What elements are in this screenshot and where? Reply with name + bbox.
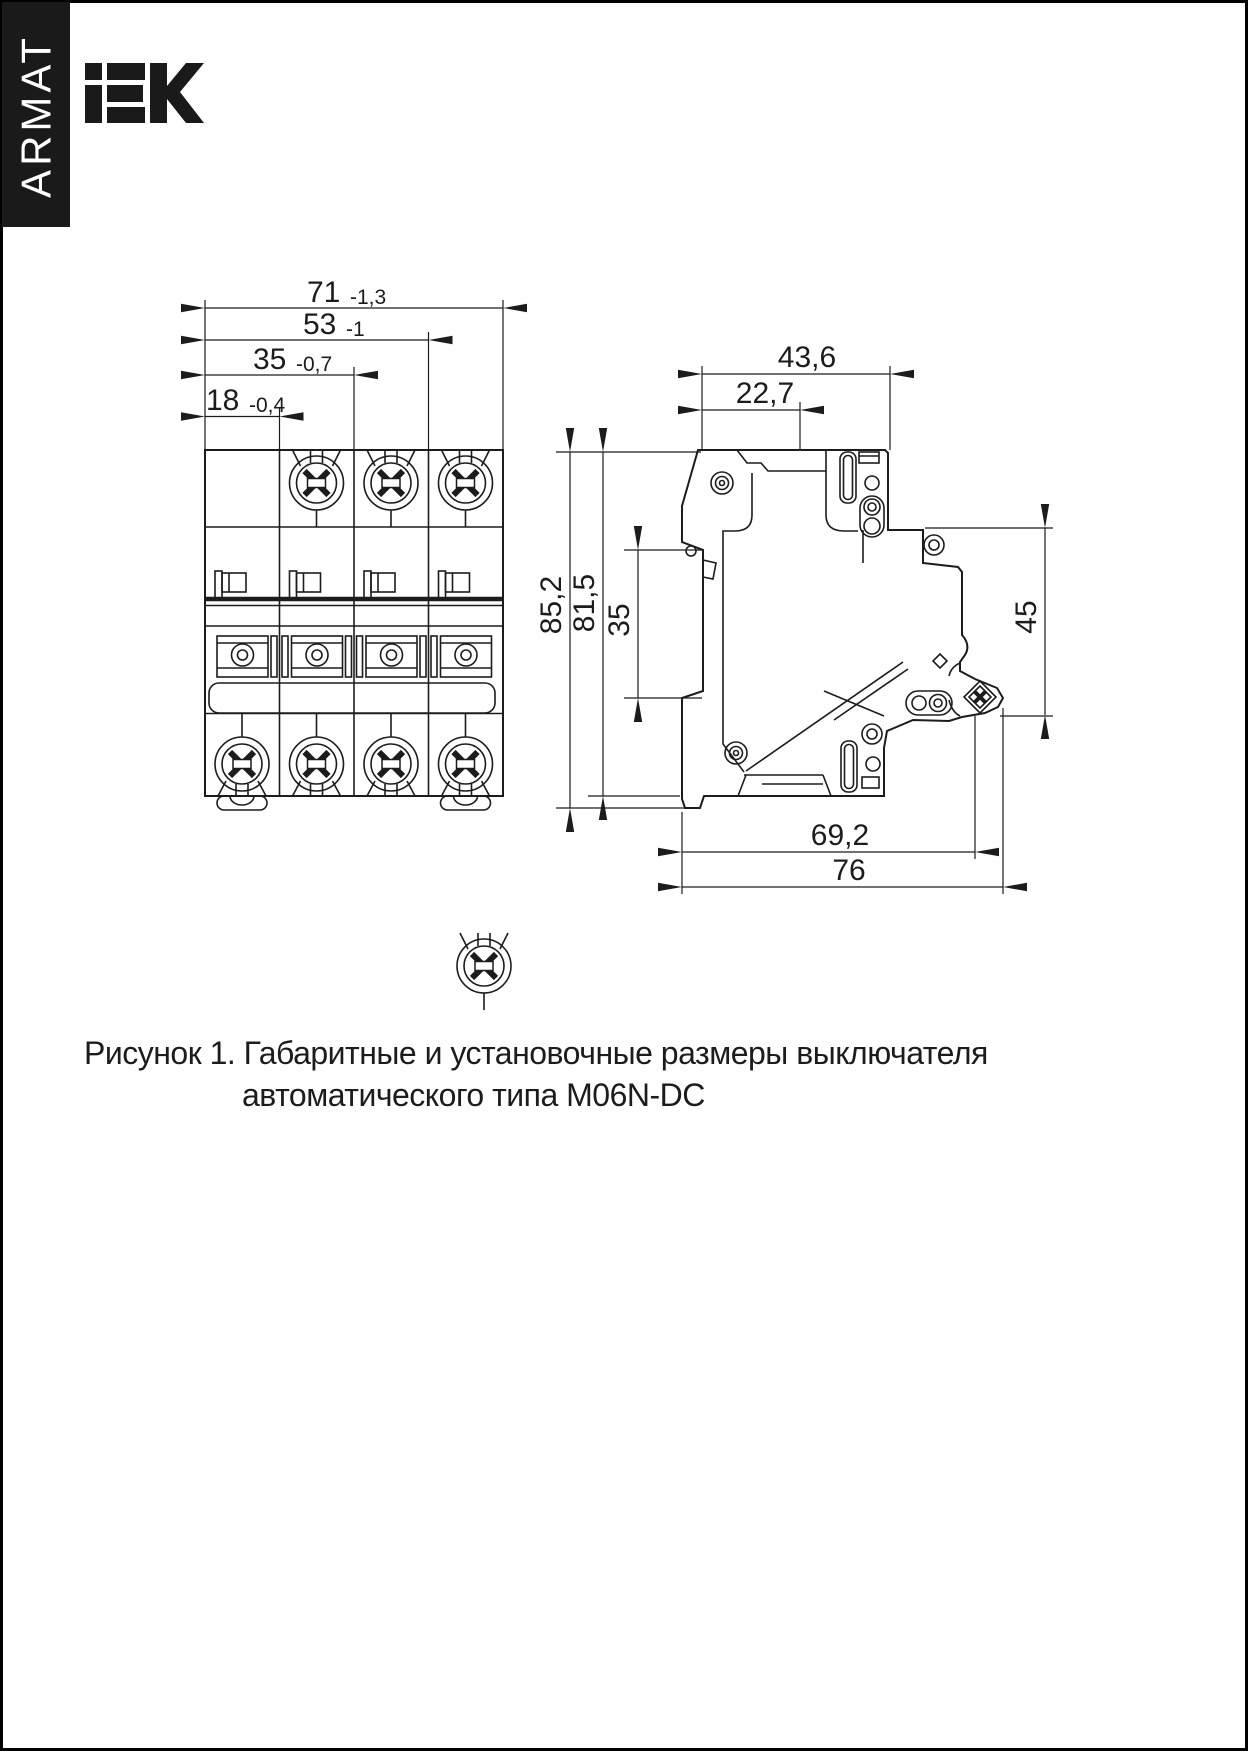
dim-35-value: 35 xyxy=(253,343,287,376)
dim-53-value: 53 xyxy=(303,308,337,341)
dim-35-tolerance: -0,7 xyxy=(296,353,333,376)
dim-22-7-value: 22,7 xyxy=(735,377,795,410)
dim-18-tolerance: -0,4 xyxy=(249,394,286,417)
dim-85-2-value: 85,2 xyxy=(535,575,568,635)
dim-45-value: 45 xyxy=(1010,600,1043,634)
dim-35-rail-value: 35 xyxy=(603,603,636,637)
figure-caption-line2: автоматического типа M06N-DC xyxy=(242,1077,705,1113)
dim-81-5-value: 81,5 xyxy=(568,573,601,633)
armat-banner xyxy=(2,2,70,227)
dim-76-value: 76 xyxy=(832,854,866,887)
banner-label: ARMAT xyxy=(12,34,60,198)
dim-71-value: 71 xyxy=(307,276,341,309)
dim-18-value: 18 xyxy=(206,384,240,417)
figure-caption-line1: Рисунок 1. Габаритные и установочные размеры выключателя xyxy=(84,1035,988,1071)
dim-53-tolerance: -1 xyxy=(346,318,365,341)
dim-43-6-value: 43,6 xyxy=(777,341,837,374)
page-border xyxy=(2,2,1247,1750)
dim-69-2-value: 69,2 xyxy=(810,819,870,852)
dim-71-tolerance: -1,3 xyxy=(350,286,387,309)
